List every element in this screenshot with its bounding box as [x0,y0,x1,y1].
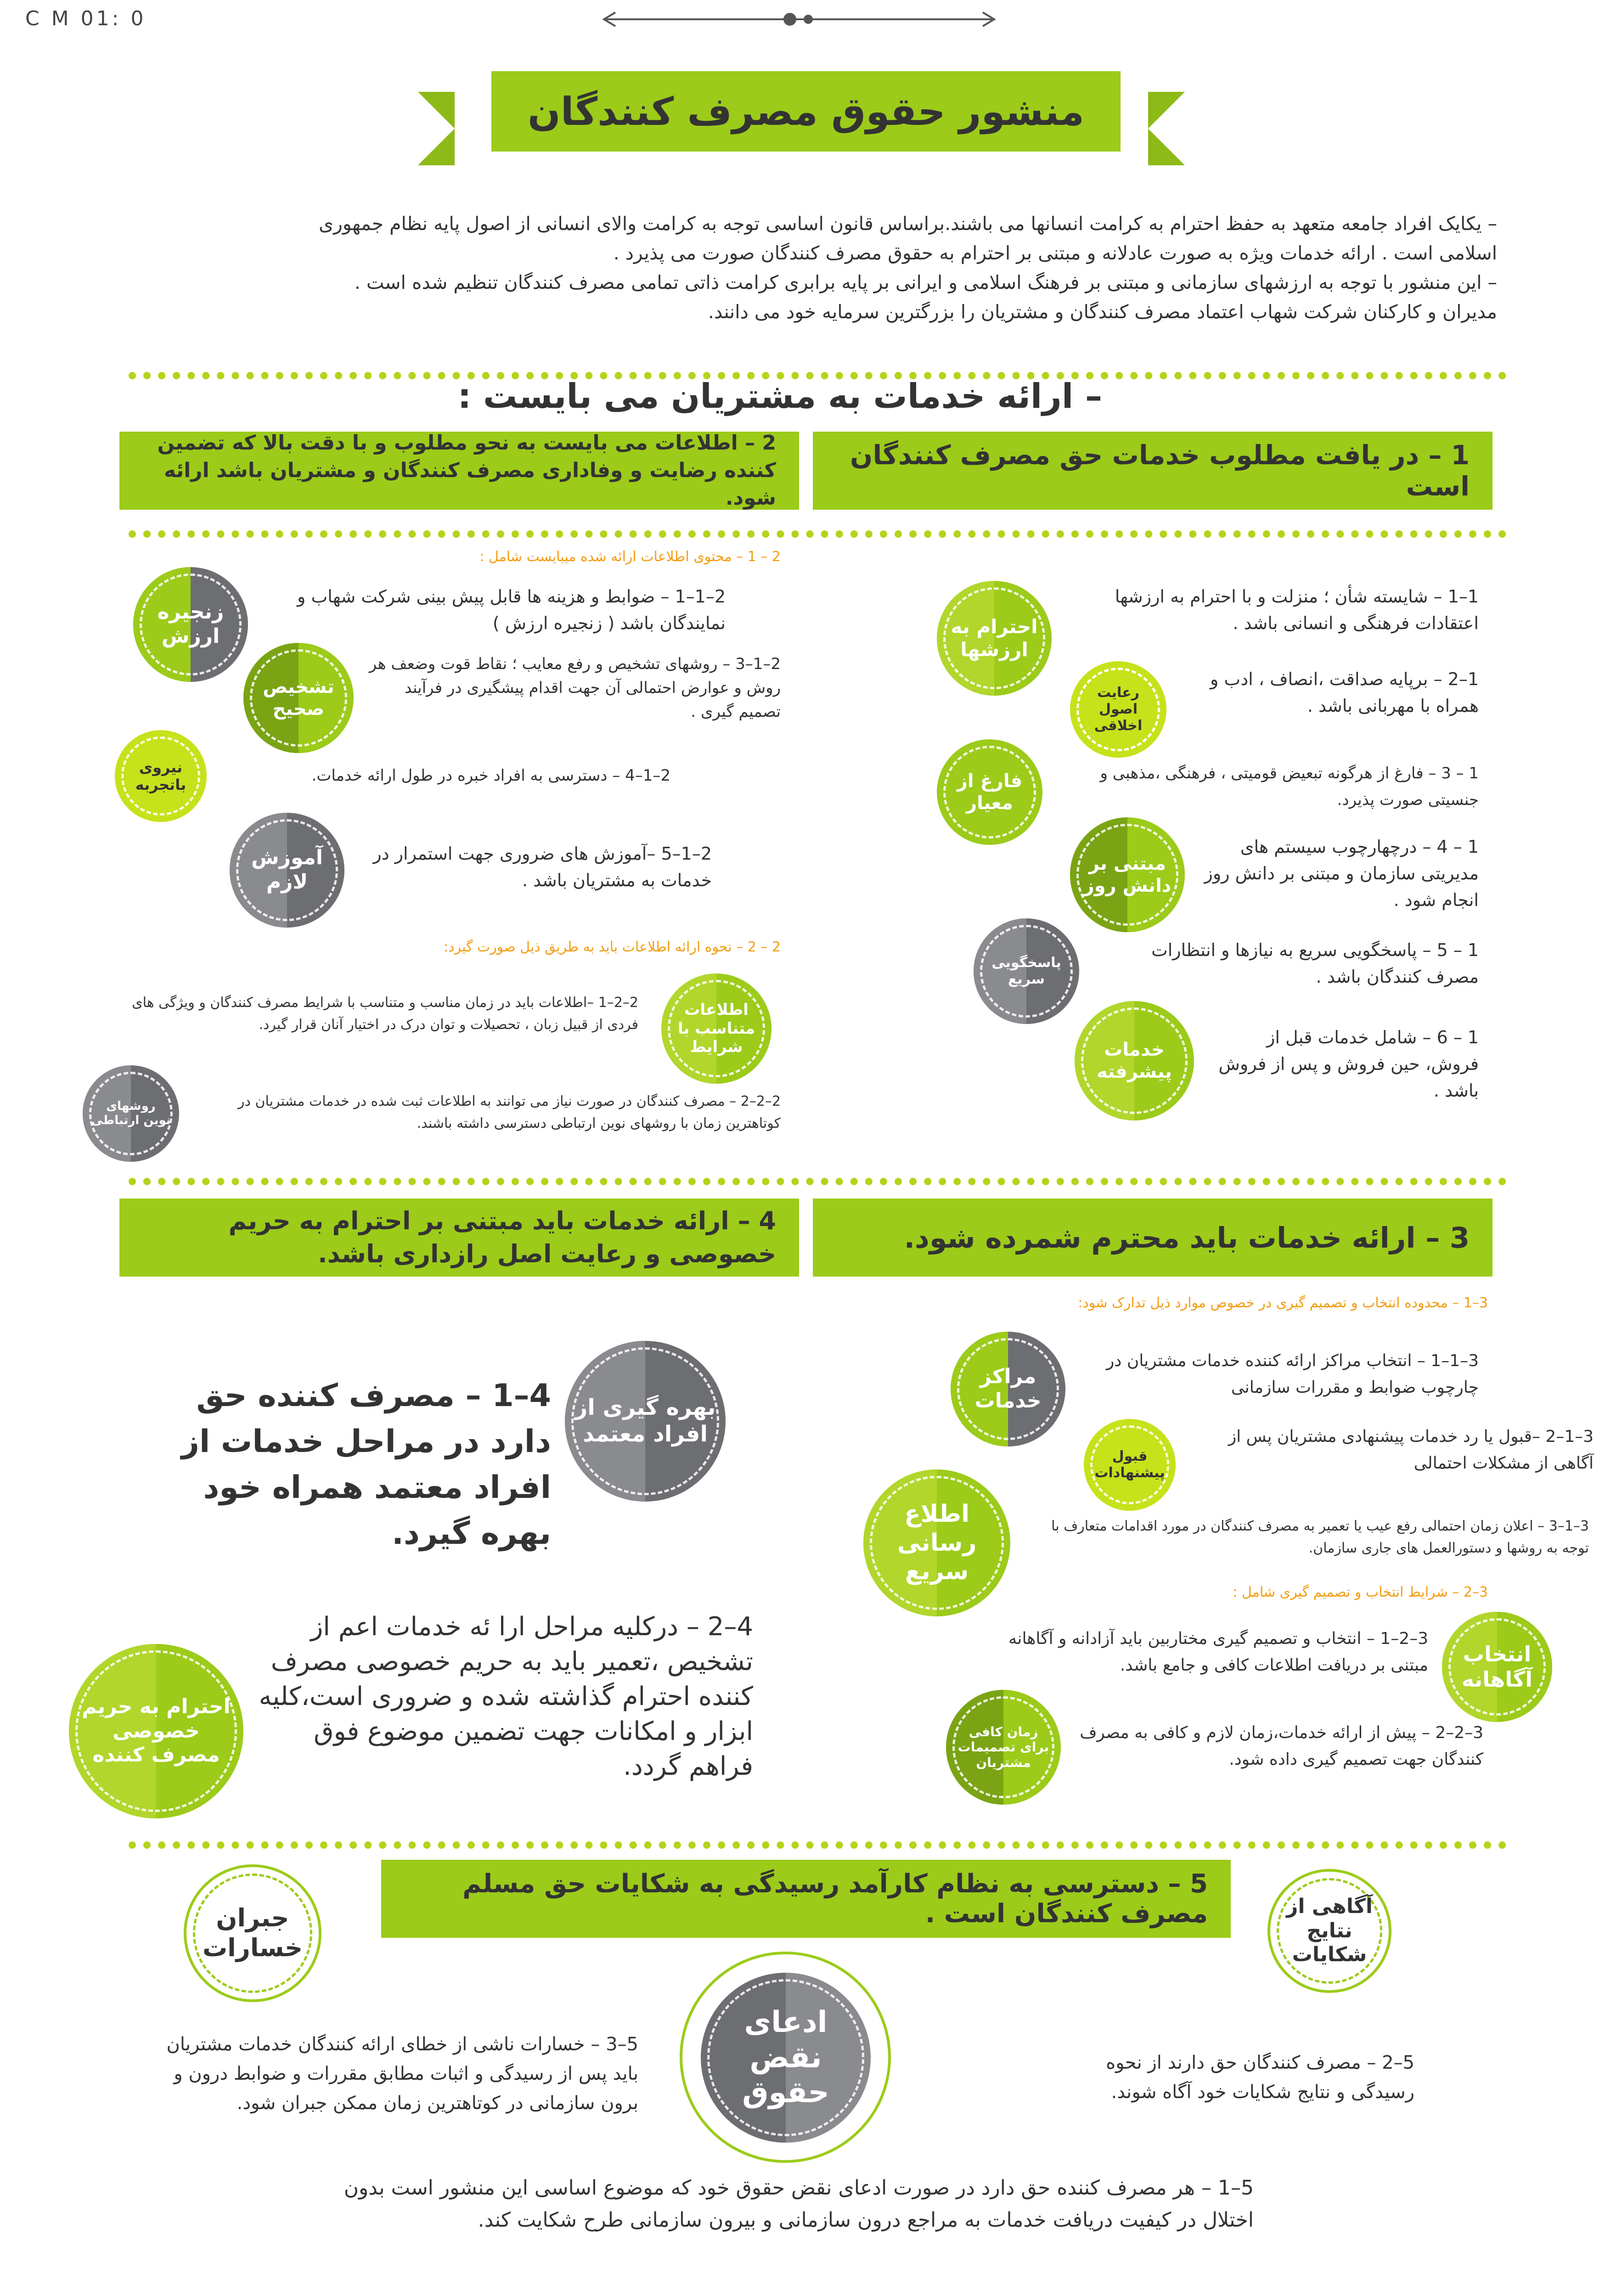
badge-fast-notification: اطلاع رسانی سریع [863,1469,1010,1616]
s1-item-6: 1 – 6 – شامل خدمات قبل از فروش، حین فروش و پس از فروش باشد . [1218,1027,1479,1101]
s5-item-3: 5–3 – خسارات ناشی از خطای ارائه کنندگان خدمات مشتریان باید پس از رسیدگی و اثبات مطابق مقررات و ضوابط درون و برون سازمانی در کوتاهترین زمان ممکن جبران شود. [166,2034,638,2114]
badge-ethics: رعایت اصول اخلاقی [1070,661,1166,758]
badge-complaint-results: آگاهی از نتایج شکایات [1267,1869,1391,1993]
s4-item-1: 4–1 – مصرف کننده حق دارد در مراحل خدمات از افراد معتمد همراه خود بهره گیرد. [181,1378,551,1552]
page-code: C M 01: 0 [25,7,146,30]
s2-header: 2 – اطلاعات می بایست به نحو مطلوب و با دقت بالا که تضمین کننده رضایت و وفاداری مصرف کنندگان و مشتریان باشد ارائه شود. [119,432,799,510]
s1-item-4: 1 – 4 – درچهارچوب سیستم های مدیریتی سازمان و مبتنی بر دانش روز انجام شود . [1204,837,1479,910]
badge-no-discrimination: فارغ از معیار [937,739,1042,845]
s3-item-1-1: 3–1–1 – انتخاب مراکز ارائه کننده خدمات مشتریان در چارچوب ضوابط و مقررات سازمانی [1106,1351,1479,1397]
section-header: – ارائه خدمات به مشتریان می بایست : [457,377,1102,416]
badge-experienced-staff: نیروی باتجربه [115,730,207,822]
double-arrow-icon [597,10,1001,28]
s1-item-5: 1 – 5 – پاسخگویی سریع به نیازها و انتظارات مصرف کنندگان باشد . [1151,940,1479,987]
s3-sub2: 3–2 – شرایط انتخاب و تصمیم گیری شامل : [1233,1584,1488,1600]
badge-rights-violation: ادعای نقض حقوق [680,1952,891,2163]
s5-item-2: 5–2 – مصرف کنندگان حق دارند از نحوه رسیدگی و نتایج شکایات خود آگاه شوند. [1106,2052,1414,2103]
s3-header: 3 – ارائه خدمات باید محترم شمرده شود. [813,1199,1493,1277]
badge-advanced-services: خدمات پیشرفته [1075,1001,1194,1120]
s2-item-2-2: 2–2–2 – مصرف کنندگان در صورت نیاز می توانند به اطلاعات ثبت شده در خدمات مشتریان در کوتاهترین زمان با روشهای نوین ارتباطی دسترسی داشته باشند. [238,1093,781,1131]
badge-accept-proposals: قبول پیشنهادات [1084,1419,1176,1511]
s3-item-1-3: 3–1–3 – اعلان زمان احتمالی رفع عیب یا تعمیر به مصرف کنندگان در مورد اقدامات متعارف با توجه به روشها و دستورالعمل های جاری سازمان. [1051,1518,1589,1556]
s4-item-2: 4–2 – درکلیه مراحل ارا ئه خدمات اعم از تشخیص ،تعمیر باید به حریم خصوصی مصرف کننده احترام گذاشته شده و ضروری است،کلیه ابزار و امکانات جهت تضمین موضوع فوق فراهم گردد. [259,1612,753,1781]
badge-service-centers: مراکز خدمات [951,1332,1065,1446]
s5-header: 5 – دسترسی به نظام کارآمد رسیدگی به شکایات حق مسلم مصرف کنندگان است . [381,1860,1231,1938]
s5-item-1: 5–1 – هر مصرف کننده حق دارد در صورت ادعای نقض حقوق خود که موضوع اساسی این منشور است بدون اختلال در کیفیت دریافت خدمات به مراجع درون سازمانی و بیرون سازمانی طرح شکایت کند. [344,2176,1254,2232]
s2-item-1-5: 2–1–5 –آموزش های ضروری جهت استمرار در خدمات به مشتریان باشد . [373,844,712,890]
s4-header: 4 – ارائه خدمات باید مبتنی بر احترام به حریم خصوصی و رعایت اصل رازداری باشد. [119,1199,799,1277]
s2-item-2-1: 2–2–1 –اطلاعات باید در زمان مناسب و متناسب با شرایط مصرف کنندگان و ویژگی های فردی از قبیل زبان ، تحصیلات و توان درک در اختیار آنان قرار گیرد. [132,995,638,1033]
title-ribbon-tail-left [418,92,455,165]
badge-appropriate-info: اطلاعات متناسب با شرایط [661,974,772,1084]
badge-respect-values: احترام به ارزشها [937,581,1052,696]
badge-modern-communication: روشهای نوین ارتباطی [83,1065,179,1162]
badge-compensation: جبران خسارات [184,1864,321,2002]
title-ribbon-tail-right [1148,92,1185,165]
badge-necessary-training: آموزش لازم [230,813,344,928]
badge-informed-choice: انتخاب آگاهانه [1442,1612,1552,1722]
badge-trusted-companions: بهره گیری از افراد معتمد [565,1341,726,1502]
divider-4 [129,1841,1506,1849]
badge-value-chain: زنجیره ارزش [133,567,248,682]
badge-fast-response: پاسخگویی سریع [974,918,1079,1024]
s2-sub2: 2 – 2 – نحوه ارائه اطلاعات باید به طریق ذیل صورت گیرد: [444,939,781,955]
s3-item-1-2: 3–1–2 –قبول یا رد خدمات پیشنهادی مشتریان پس از آگاهی از مشکلات احتمالی [1228,1427,1594,1473]
s2-item-1-1: 2–1–1 – ضوابط و هزینه ها قابل پیش بینی شرکت شهاب و نمایندگان باشد ( زنجیره ارزش ) [297,586,726,633]
badge-modern-knowledge: مبتنی بر دانش روز [1070,817,1185,932]
badge-correct-diagnosis: تشخیص صحیح [243,643,354,753]
s2-item-1-3: 2–1–3 – روشهای تشخیص و رفع معایب ؛ نقاط قوت وضعف هر روش و عوارض احتمالی آن جهت اقدام پیشگیری در فرآیند تصمیم گیری . [369,655,781,721]
s1-header: 1 – در یافت مطلوب خدمات حق مصرف کنندگان است [813,432,1493,510]
divider-2 [129,530,1506,538]
s2-item-1-4: 2–1–4 – دسترسی به افراد خبره در طول ارائه خدمات. [311,766,670,785]
badge-sufficient-time: زمان کافی برای تصمیمات مشتریان [946,1690,1061,1805]
s1-item-3: 1 – 3 – فارغ از هرگونه تبعیض قومیتی ، فرهنگی ،مذهبی و جنسیتی صورت پذیرد. [1100,764,1479,809]
s3-item-2-2: 3–2–2 – پیش از ارائه خدمات،زمان لازم و کافی به مصرف کنندگان جهت تصمیم گیری داده شود. [1080,1723,1483,1769]
s1-item-2: 1–2 – برپایه صداقت ،انصاف ، ادب و همراه با مهربانی باشد . [1210,669,1479,716]
header-arrow-ornament [597,10,1001,28]
intro-text: – یکایک افراد جامعه متعهد به حفظ احترام به کرامت انسانها می باشند.براساس قانون اساسی توجه به کرامت والای انسانی از اصول پایه نظام جمهوری اسلامی است . ارائه خدمات ویژه به صورت عادلانه و مبتنی بر احترام به حقوق مصرف کنندگان صورت می پذیرد . – این منشور با توجه به ارزشهای سازمانی و مبتنی بر فرهنگ اسلامی و ایرانی بر پایه برابری کرامت ذاتی تمامی مصرف کنندگان تنظیم شده است . مدیران و کارکنان شرکت شهاب اعتماد مصرف کنندگان و مشتریان را بزرگترین سرمایه خود می دانند. [319,213,1497,323]
s3-sub1: 3–1 – محدوده انتخاب و تصمیم گیری در خصوص موارد ذیل تدارک شود: [1078,1295,1488,1311]
s1-item-1: 1–1 – شایسته شأن ؛ منزلت و با احترام به ارزشها اعتقادات فرهنگی و انسانی باشد . [1115,586,1479,633]
badge-privacy: احترام به حریم خصوصی مصرف کننده [69,1644,243,1818]
s3-item-2-1: 3–2–1 – انتخاب و تصمیم گیری مختاربین باید آزادانه و آگاهانه مبتنی بر دریافت اطلاعات کافی و جامع باشد. [1008,1629,1428,1675]
divider-3 [129,1178,1506,1185]
s2-sub1: 2 – 1 – محتوی اطلاعات ارائه شده میبایست شامل : [479,549,781,565]
page-title: منشور حقوق مصرف کنندگان [491,71,1121,152]
